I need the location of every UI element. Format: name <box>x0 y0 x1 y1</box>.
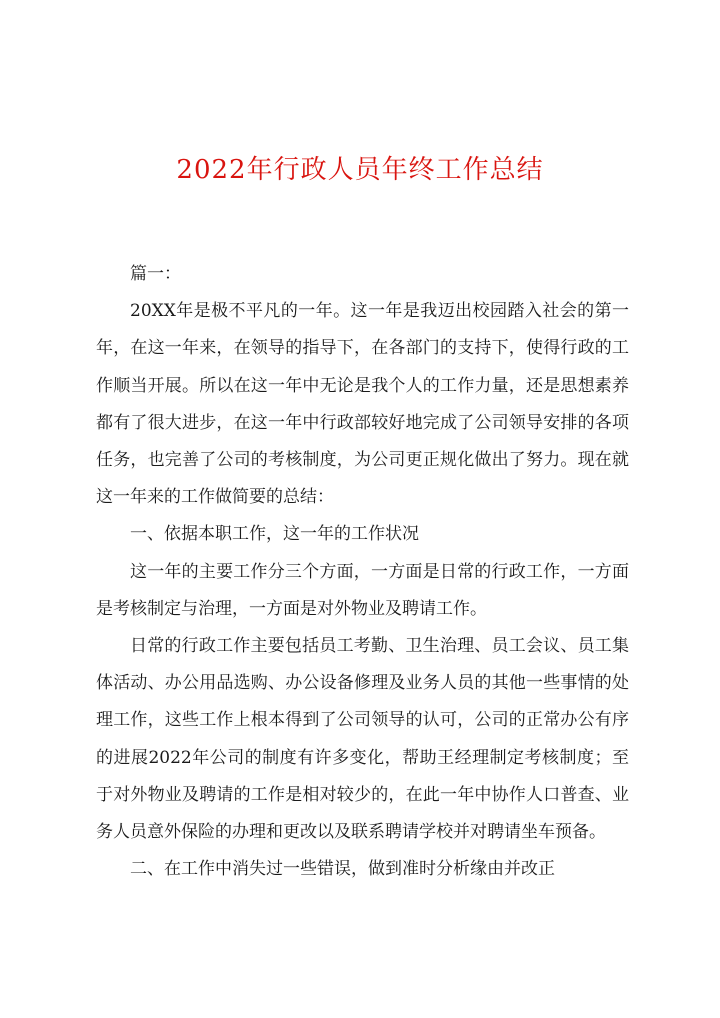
document-title: 2022年行政人员年终工作总结 <box>176 155 544 185</box>
heading-section-one: 一、依据本职工作，这一年的工作状况 <box>130 524 419 545</box>
paragraph-work-areas: 这一年的主要工作分三个方面，一方面是日常的行政工作，一方面是考核制定与治理，一方面是对外物业及聘请工作。 <box>96 561 629 619</box>
paragraph-section-label: 篇一： <box>130 264 181 284</box>
document-body <box>96 256 629 888</box>
heading-section-two: 二、在工作中消失过一些错误，做到准时分析缘由并改正 <box>130 859 555 880</box>
paragraph-daily-work: 日常的行政工作主要包括员工考勤、卫生治理、员工会议、员工集体活动、办公用品选购、办公设备修理及业务人员的其他一些事情的处理工作，这些工作上根本得到了公司领导的认可，公司的正常办公有序的进展2022年公司的制度有许多变化，帮助王经理制定考核制度；至于对外物业及聘请的工作是相对较少的，在此一年中协作人口普查、业务人员意外保险的办理和更改以及联系聘请学校并对聘请坐车预备。 <box>96 636 629 843</box>
paragraph-intro: 20XX年是极不平凡的一年。这一年是我迈出校园踏入社会的第一年，在这一年来，在领导的指导下，在各部门的支持下，使得行政的工作顺当开展。所以在这一年中无论是我个人的工作力量，还是思想素养都有了很大进步，在这一年中行政部较好地完成了公司领导安排的各项任务，也完善了公司的考核制度，为公司更正规化做出了努力。现在就这一年来的工作做简要的总结： <box>96 301 629 508</box>
